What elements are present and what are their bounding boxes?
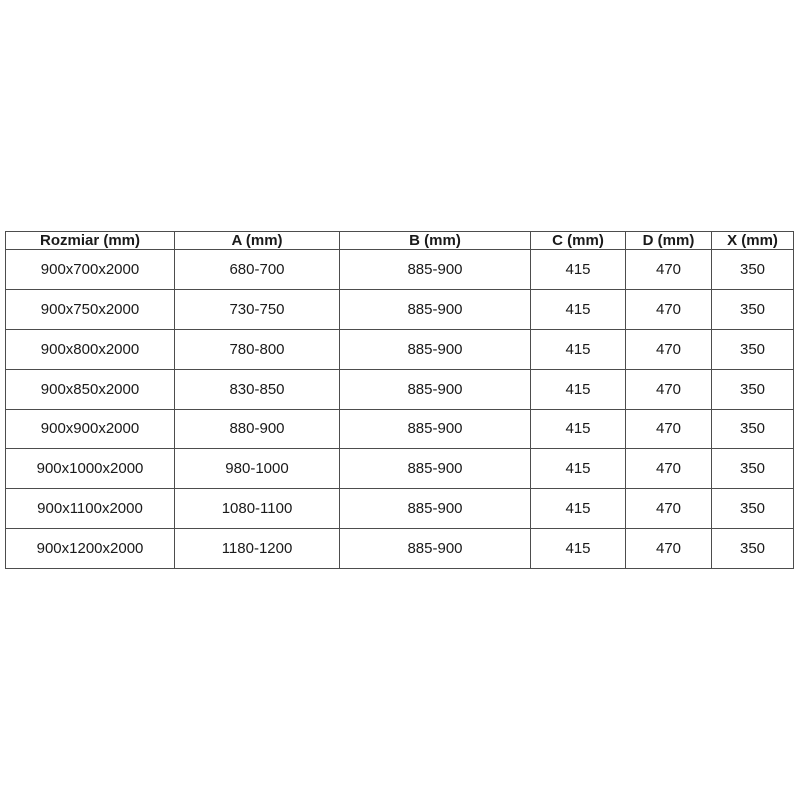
table-cell: 415 xyxy=(531,449,626,489)
table-cell: 350 xyxy=(712,449,794,489)
table-cell: 415 xyxy=(531,289,626,329)
table-cell: 415 xyxy=(531,369,626,409)
table-cell: 885-900 xyxy=(340,489,531,529)
table-cell: 470 xyxy=(626,250,712,290)
table-cell: 470 xyxy=(626,329,712,369)
table-cell: 880-900 xyxy=(175,409,340,449)
table-row xyxy=(6,409,794,449)
table-cell: 350 xyxy=(712,409,794,449)
table-cell: 885-900 xyxy=(340,369,531,409)
table-cell: 415 xyxy=(531,489,626,529)
table-cell: 415 xyxy=(531,529,626,569)
column-header: B (mm) xyxy=(340,232,531,250)
table-cell: 900x900x2000 xyxy=(6,409,175,449)
table-cell: 1080-1100 xyxy=(175,489,340,529)
table-cell: 470 xyxy=(626,449,712,489)
table-cell: 885-900 xyxy=(340,250,531,290)
table-cell: 350 xyxy=(712,369,794,409)
table-row xyxy=(6,250,794,290)
table-row xyxy=(6,329,794,369)
table-cell: 1180-1200 xyxy=(175,529,340,569)
table-cell: 900x700x2000 xyxy=(6,250,175,290)
table-cell: 415 xyxy=(531,409,626,449)
column-header: D (mm) xyxy=(626,232,712,250)
table-row xyxy=(6,489,794,529)
table-cell: 415 xyxy=(531,250,626,290)
table-cell: 885-900 xyxy=(340,449,531,489)
table-cell: 900x850x2000 xyxy=(6,369,175,409)
table-cell: 900x800x2000 xyxy=(6,329,175,369)
table-cell: 900x1100x2000 xyxy=(6,489,175,529)
table-cell: 900x1000x2000 xyxy=(6,449,175,489)
table-cell: 350 xyxy=(712,529,794,569)
table-cell: 350 xyxy=(712,289,794,329)
table-cell: 900x1200x2000 xyxy=(6,529,175,569)
table-cell: 780-800 xyxy=(175,329,340,369)
table-cell: 470 xyxy=(626,369,712,409)
table-cell: 680-700 xyxy=(175,250,340,290)
column-header: C (mm) xyxy=(531,232,626,250)
table-cell: 470 xyxy=(626,409,712,449)
table-cell: 980-1000 xyxy=(175,449,340,489)
table-cell: 470 xyxy=(626,529,712,569)
table-cell: 900x750x2000 xyxy=(6,289,175,329)
table-cell: 885-900 xyxy=(340,409,531,449)
table-cell: 350 xyxy=(712,329,794,369)
table-row xyxy=(6,529,794,569)
table-cell: 350 xyxy=(712,489,794,529)
column-header: X (mm) xyxy=(712,232,794,250)
table-row xyxy=(6,449,794,489)
table-cell: 730-750 xyxy=(175,289,340,329)
size-spec-table-container xyxy=(5,231,793,569)
table-cell: 415 xyxy=(531,329,626,369)
column-header: Rozmiar (mm) xyxy=(6,232,175,250)
table-cell: 830-850 xyxy=(175,369,340,409)
header-row xyxy=(6,232,794,250)
column-header: A (mm) xyxy=(175,232,340,250)
table-cell: 885-900 xyxy=(340,329,531,369)
table-cell: 470 xyxy=(626,289,712,329)
table-row xyxy=(6,289,794,329)
size-spec-table xyxy=(5,231,794,569)
table-cell: 350 xyxy=(712,250,794,290)
table-cell: 885-900 xyxy=(340,289,531,329)
table-cell: 470 xyxy=(626,489,712,529)
table-row xyxy=(6,369,794,409)
table-cell: 885-900 xyxy=(340,529,531,569)
